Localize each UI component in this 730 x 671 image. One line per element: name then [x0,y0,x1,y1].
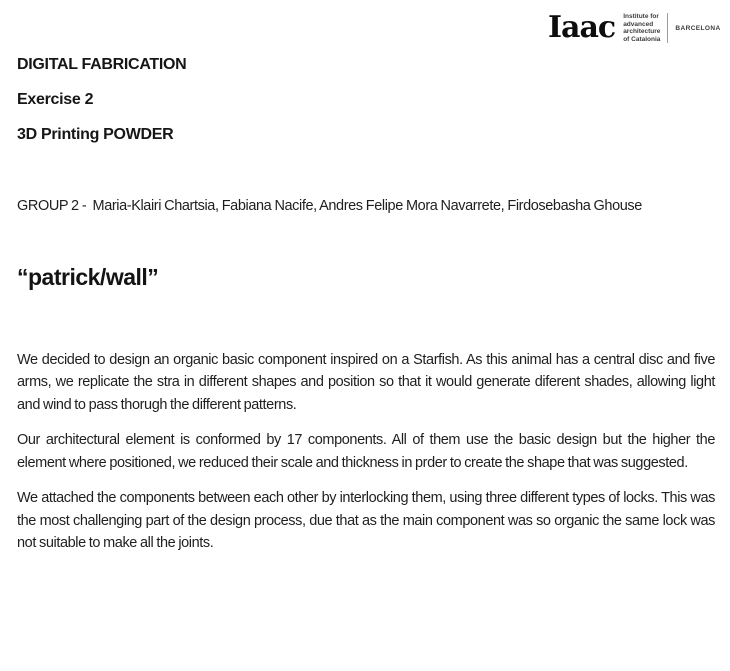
logo-institute-line: of Catalonia [623,35,661,43]
topic-title: 3D Printing POWDER [17,126,174,143]
logo-institute-line: advanced [623,20,654,28]
paragraph-design-concept: We decided to design an organic basic component inspired on a Starfish. As this animal has a central disc and five arms, we replicate the stra in different shapes and position so that it would generate diferent shades, allowing light and wind to pass thorugh the different patterns. [17,351,715,413]
exercise-title: Exercise 2 [17,91,94,108]
group-members-line: GROUP 2 - Maria-Klairi Chartsia, Fabiana Nacife, Andres Felipe Mora Navarrete, Firdosebasha Ghouse [17,198,642,214]
document-content [17,0,715,555]
iaac-wordmark: Iaac [548,10,616,45]
logo-institute-line: Institute for [623,13,659,20]
paragraph-interlocking: We attached the components between each other by interlocking them, using three different types of locks. This was the most challenging part of the design process, due that as the main component was so organic the same lock was not suitable to make all the joints. [17,490,715,551]
logo-city-label: BARCELONA [675,24,721,32]
project-title: “patrick/wall” [17,263,159,290]
logo-institute-line: architecture [623,28,661,35]
course-title: DIGITAL FABRICATION [17,56,187,73]
paragraph-components: Our architectural element is conformed by 17 components. All of them use the basic design but the higher the element where positioned, we reduced their scale and thickness in prder to create the shape that was suggested. [17,432,715,471]
